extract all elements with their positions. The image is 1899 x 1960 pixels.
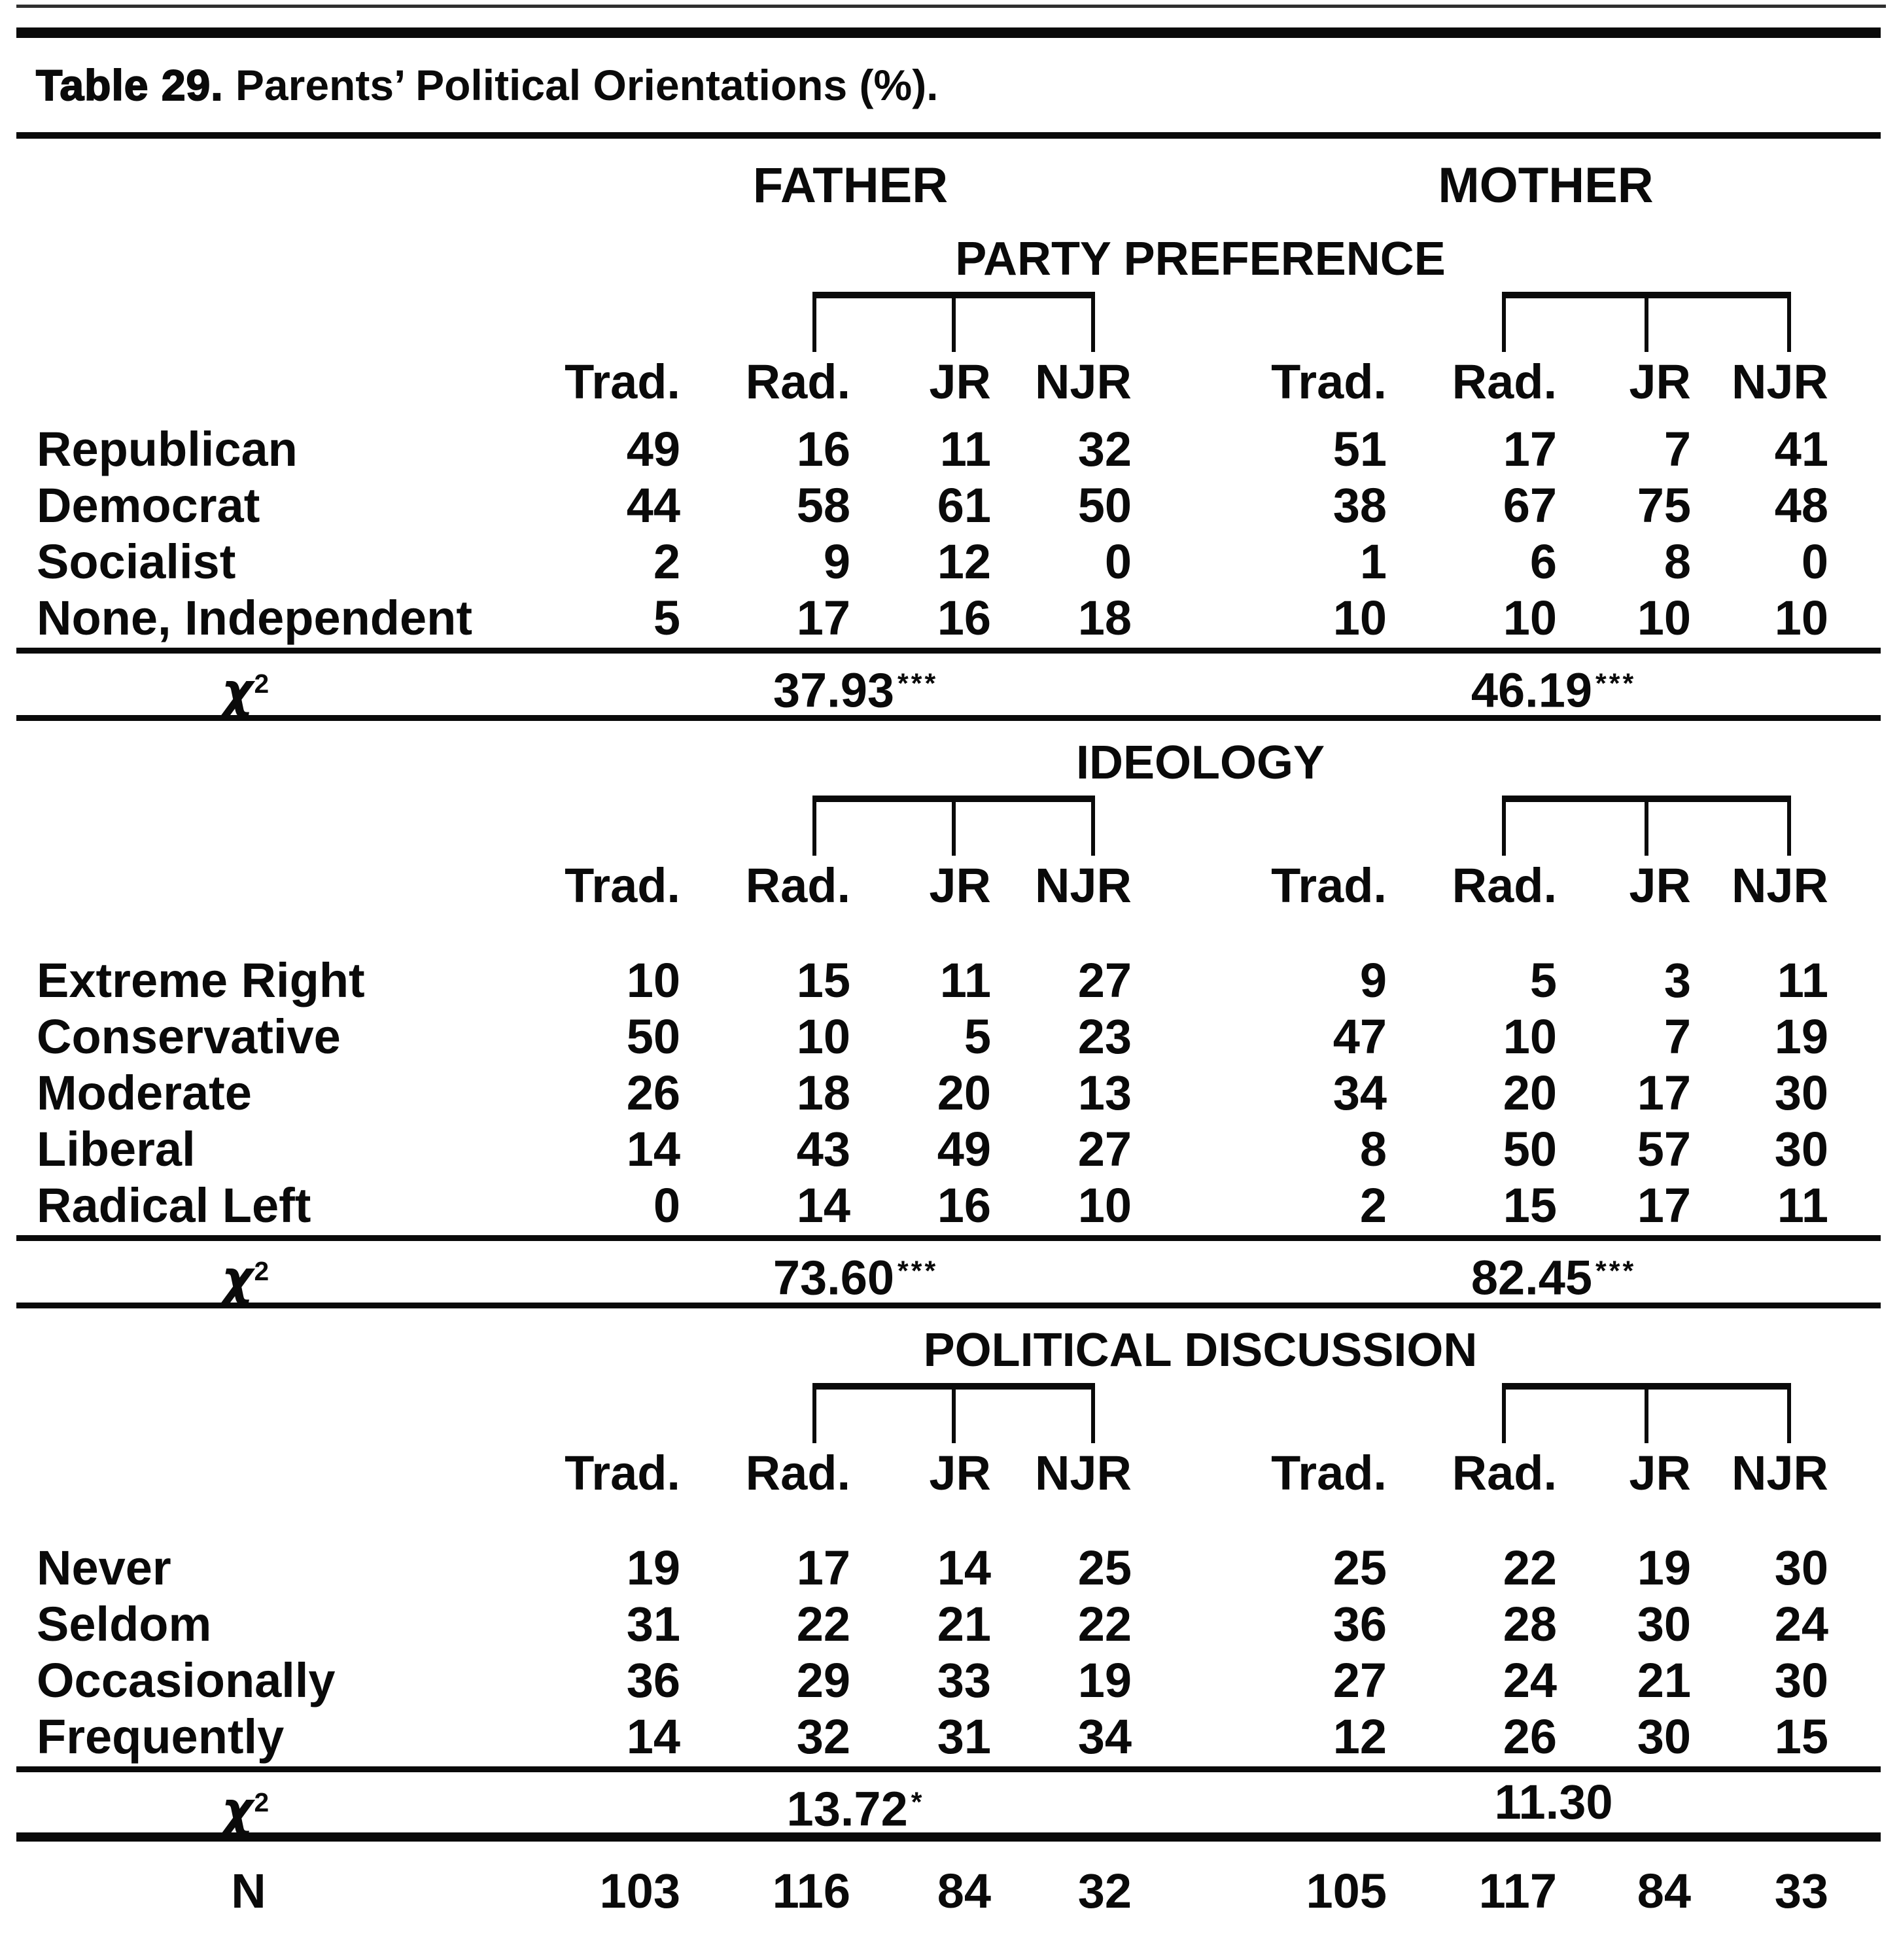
data-cell-father: 32 [796, 1709, 850, 1764]
row-label: Socialist [37, 534, 236, 589]
section-rows [13, 421, 1886, 646]
data-cell-mother: 30 [1774, 1541, 1828, 1595]
data-cell-mother: 67 [1503, 478, 1557, 533]
data-cell-father: 5 [964, 1009, 991, 1064]
column-header-father: Rad. [745, 355, 850, 409]
column-header-mother: JR [1629, 858, 1691, 913]
data-cell-father: 34 [1077, 1709, 1132, 1764]
data-cell-father: 25 [1077, 1541, 1132, 1595]
data-cell-father: 14 [626, 1709, 680, 1764]
data-cell-mother: 11 [1777, 1178, 1828, 1233]
column-header-row [13, 355, 1886, 410]
data-cell-mother: 24 [1774, 1597, 1828, 1651]
chi-value-father: 13.72 * [786, 1781, 925, 1836]
n-cell: 117 [1478, 1864, 1557, 1918]
table-title-text: Parents’ Political Orientations (%). [223, 61, 939, 109]
n-cell: 32 [1077, 1864, 1132, 1918]
chi-square-row [13, 1772, 1886, 1838]
significance-stars: *** [1595, 1255, 1637, 1287]
column-header-father: NJR [1034, 1446, 1132, 1500]
column-header-father: Trad. [565, 1446, 680, 1500]
row-label: Conservative [37, 1009, 341, 1064]
section-title: IDEOLOGY [1075, 737, 1325, 789]
significance-stars: *** [897, 1255, 939, 1287]
bracket-father-mid-tick [952, 802, 956, 856]
chi-squared-label: $\chi^2$ [221, 663, 270, 720]
bracket-father [812, 796, 1095, 856]
data-cell-mother: 50 [1503, 1122, 1557, 1176]
bracket-mother-mid-tick [1645, 802, 1648, 856]
column-header-father: Trad. [565, 355, 680, 409]
data-cell-father: 10 [796, 1009, 850, 1064]
bracket-row [13, 1380, 1886, 1446]
row-label: None, Independent [37, 591, 472, 645]
section-rows [13, 953, 1886, 1234]
column-header-father: NJR [1034, 355, 1132, 409]
significance-stars: *** [897, 668, 939, 699]
title-rule [16, 132, 1881, 139]
significance-stars: *** [1595, 668, 1637, 699]
data-cell-father: 44 [626, 478, 680, 533]
data-cell-father: 12 [937, 534, 991, 589]
table-row [13, 534, 1886, 590]
column-header-mother: Trad. [1271, 355, 1387, 409]
data-cell-mother: 30 [1774, 1066, 1828, 1120]
bracket-mother [1502, 1383, 1791, 1443]
data-cell-mother: 8 [1664, 534, 1691, 589]
section-political-discussion [13, 1320, 1886, 1838]
data-cell-father: 36 [626, 1653, 680, 1707]
column-header-mother: NJR [1731, 1446, 1828, 1500]
row-label: Liberal [37, 1122, 196, 1176]
data-cell-mother: 25 [1333, 1541, 1387, 1595]
data-cell-mother: 6 [1529, 534, 1557, 589]
mother-header: MOTHER [1438, 158, 1654, 213]
table-row [13, 1121, 1886, 1178]
n-cell: 33 [1774, 1864, 1828, 1918]
row-label: Democrat [37, 478, 260, 533]
column-header-row [13, 1446, 1886, 1501]
bracket-father [812, 292, 1095, 352]
data-cell-father: 16 [796, 422, 850, 476]
section-title-row [13, 733, 1886, 793]
data-cell-mother: 2 [1359, 1178, 1387, 1233]
data-cell-father: 50 [626, 1009, 680, 1064]
data-cell-mother: 20 [1503, 1066, 1557, 1120]
data-cell-mother: 48 [1774, 478, 1828, 533]
data-cell-father: 9 [823, 534, 850, 589]
data-cell-mother: 41 [1774, 422, 1828, 476]
bracket-row [13, 793, 1886, 858]
column-header-spacer [13, 355, 458, 410]
data-cell-mother: 10 [1503, 591, 1557, 645]
column-header-mother: NJR [1731, 858, 1828, 913]
chi-squared-label: $\chi^2$ [221, 1781, 270, 1838]
bracket-father-mid-tick [952, 1390, 956, 1443]
row-label: Never [37, 1541, 171, 1595]
data-cell-father: 22 [796, 1597, 850, 1651]
data-cell-father: 2 [653, 534, 680, 589]
data-cell-father: 11 [939, 953, 991, 1007]
bracket-mother-mid-tick [1645, 1390, 1648, 1443]
data-cell-mother: 26 [1503, 1709, 1557, 1764]
data-cell-mother: 30 [1774, 1653, 1828, 1707]
column-header-spacer [13, 1446, 458, 1501]
pre-chi-rule [16, 1235, 1881, 1241]
data-cell-father: 20 [937, 1066, 991, 1120]
data-cell-mother: 17 [1637, 1066, 1691, 1120]
data-cell-father: 29 [796, 1653, 850, 1707]
bracket-row [13, 289, 1886, 355]
n-cell: 105 [1306, 1864, 1387, 1918]
data-cell-mother: 22 [1503, 1541, 1557, 1595]
data-cell-father: 15 [796, 953, 850, 1007]
data-cell-father: 22 [1077, 1597, 1132, 1651]
data-cell-mother: 30 [1637, 1709, 1691, 1764]
n-cell: 116 [772, 1864, 850, 1918]
data-cell-father: 27 [1077, 953, 1132, 1007]
data-cell-mother: 15 [1503, 1178, 1557, 1233]
data-cell-father: 0 [653, 1178, 680, 1233]
data-cell-mother: 24 [1503, 1653, 1557, 1707]
data-cell-father: 14 [626, 1122, 680, 1176]
chi-value-father: 73.60 *** [773, 1250, 939, 1305]
column-header-father: Rad. [745, 858, 850, 913]
data-cell-father: 26 [626, 1066, 680, 1120]
data-cell-mother: 0 [1801, 534, 1828, 589]
data-cell-father: 18 [796, 1066, 850, 1120]
table-row [13, 1596, 1886, 1653]
n-cell: 84 [937, 1864, 991, 1918]
data-cell-father: 16 [937, 591, 991, 645]
data-cell-mother: 30 [1774, 1122, 1828, 1176]
data-cell-father: 32 [1077, 422, 1132, 476]
column-header-mother: JR [1629, 355, 1691, 409]
data-cell-father: 0 [1104, 534, 1132, 589]
data-cell-mother: 1 [1359, 534, 1387, 589]
column-header-mother: Trad. [1271, 858, 1387, 913]
data-cell-father: 19 [1077, 1653, 1132, 1707]
data-cell-father: 58 [796, 478, 850, 533]
significance-stars: * [911, 1787, 925, 1818]
data-cell-mother: 10 [1774, 591, 1828, 645]
row-label: Occasionally [37, 1653, 336, 1707]
data-cell-father: 16 [937, 1178, 991, 1233]
data-cell-mother: 8 [1359, 1122, 1387, 1176]
data-cell-father: 13 [1077, 1066, 1132, 1120]
column-header-mother: Rad. [1452, 1446, 1557, 1500]
data-cell-father: 49 [626, 422, 680, 476]
table-title-number: Table 29. [36, 61, 224, 109]
bracket-father [812, 1383, 1095, 1443]
column-header-mother: NJR [1731, 355, 1828, 409]
data-cell-father: 50 [1077, 478, 1132, 533]
data-cell-mother: 51 [1333, 422, 1387, 476]
data-cell-mother: 27 [1333, 1653, 1387, 1707]
section-rows [13, 1540, 1886, 1765]
data-cell-father: 11 [939, 422, 991, 476]
data-cell-mother: 17 [1503, 422, 1557, 476]
chi-value-mother: 82.45 *** [1471, 1250, 1637, 1305]
section-title-row [13, 1320, 1886, 1380]
data-cell-mother: 15 [1774, 1709, 1828, 1764]
table-row [13, 1540, 1886, 1596]
top-rule [16, 27, 1881, 38]
table-row [13, 1178, 1886, 1234]
table-row [13, 1065, 1886, 1121]
row-label: Radical Left [37, 1178, 311, 1233]
data-cell-father: 10 [626, 953, 680, 1007]
data-cell-father: 18 [1077, 591, 1132, 645]
data-cell-mother: 11 [1777, 953, 1828, 1007]
data-cell-father: 21 [937, 1597, 991, 1651]
data-cell-father: 5 [653, 591, 680, 645]
data-cell-father: 33 [937, 1653, 991, 1707]
table-row [13, 1009, 1886, 1065]
n-cell: 103 [599, 1864, 680, 1918]
column-header-father: NJR [1034, 858, 1132, 913]
section-title-row [13, 229, 1886, 289]
column-header-father: Rad. [745, 1446, 850, 1500]
data-cell-father: 31 [937, 1709, 991, 1764]
data-cell-father: 31 [626, 1597, 680, 1651]
chi-squared-label: $\chi^2$ [221, 1250, 270, 1307]
row-label: Moderate [37, 1066, 252, 1120]
chi-square-row [13, 1241, 1886, 1307]
row-label: Extreme Right [37, 953, 365, 1007]
father-header: FATHER [752, 158, 949, 213]
row-label: Seldom [37, 1597, 212, 1651]
data-cell-mother: 36 [1333, 1597, 1387, 1651]
bracket-mother [1502, 796, 1791, 856]
column-header-row [13, 858, 1886, 913]
pre-chi-rule [16, 1766, 1881, 1772]
column-header-mother: Rad. [1452, 858, 1557, 913]
data-cell-mother: 38 [1333, 478, 1387, 533]
bracket-mother-mid-tick [1645, 298, 1648, 352]
column-header-father: JR [929, 355, 991, 409]
data-cell-mother: 12 [1333, 1709, 1387, 1764]
n-cell: 84 [1637, 1864, 1691, 1918]
bracket-father-mid-tick [952, 298, 956, 352]
data-cell-mother: 7 [1664, 422, 1691, 476]
data-cell-father: 49 [937, 1122, 991, 1176]
data-cell-father: 17 [796, 591, 850, 645]
bracket-mother [1502, 292, 1791, 352]
data-cell-mother: 30 [1637, 1597, 1691, 1651]
data-cell-father: 17 [796, 1541, 850, 1595]
n-row [13, 1861, 1886, 1921]
data-cell-mother: 21 [1637, 1653, 1691, 1707]
column-header-father: Trad. [565, 858, 680, 913]
chi-value-mother: 46.19 *** [1471, 663, 1637, 718]
column-header-father: JR [929, 858, 991, 913]
table-row [13, 1653, 1886, 1709]
data-cell-father: 23 [1077, 1009, 1132, 1064]
data-cell-father: 14 [796, 1178, 850, 1233]
data-cell-mother: 57 [1637, 1122, 1691, 1176]
data-cell-mother: 3 [1664, 953, 1691, 1007]
column-header-mother: Rad. [1452, 355, 1557, 409]
data-cell-mother: 28 [1503, 1597, 1557, 1651]
n-label: N [231, 1864, 266, 1918]
data-cell-father: 43 [796, 1122, 850, 1176]
table-row [13, 590, 1886, 646]
data-cell-father: 10 [1077, 1178, 1132, 1233]
data-cell-mother: 10 [1503, 1009, 1557, 1064]
data-cell-father: 27 [1077, 1122, 1132, 1176]
data-cell-mother: 7 [1664, 1009, 1691, 1064]
column-header-father: JR [929, 1446, 991, 1500]
data-cell-father: 19 [626, 1541, 680, 1595]
data-cell-mother: 34 [1333, 1066, 1387, 1120]
data-cell-mother: 17 [1637, 1178, 1691, 1233]
page-top-edge-line [16, 5, 1886, 8]
sections-container [13, 229, 1886, 1838]
section-title: POLITICAL DISCUSSION [923, 1324, 1478, 1376]
table-row [13, 421, 1886, 478]
data-cell-mother: 10 [1637, 591, 1691, 645]
section-party-preference [13, 229, 1886, 721]
pre-n-rule [16, 1832, 1881, 1842]
row-label: Republican [37, 422, 298, 476]
data-cell-father: 61 [937, 478, 991, 533]
table-row [13, 478, 1886, 534]
row-label: Frequently [37, 1709, 285, 1764]
column-header-mother: Trad. [1271, 1446, 1387, 1500]
chi-square-row [13, 654, 1886, 720]
section-ideology [13, 733, 1886, 1308]
parents-header-row [13, 154, 1886, 217]
column-header-spacer [13, 858, 458, 913]
table-title [36, 54, 1886, 116]
table-row [13, 1709, 1886, 1765]
column-header-mother: JR [1629, 1446, 1691, 1500]
data-cell-mother: 75 [1637, 478, 1691, 533]
data-cell-mother: 10 [1333, 591, 1387, 645]
data-cell-mother: 19 [1637, 1541, 1691, 1595]
data-cell-father: 14 [937, 1541, 991, 1595]
section-title: PARTY PREFERENCE [955, 233, 1446, 285]
data-cell-mother: 5 [1529, 953, 1557, 1007]
data-cell-mother: 19 [1774, 1009, 1828, 1064]
data-cell-mother: 47 [1333, 1009, 1387, 1064]
table-row [13, 953, 1886, 1009]
chi-value-mother: 11.30 [1494, 1775, 1613, 1829]
pre-chi-rule [16, 648, 1881, 654]
chi-value-father: 37.93 *** [773, 663, 939, 718]
data-cell-mother: 9 [1359, 953, 1387, 1007]
